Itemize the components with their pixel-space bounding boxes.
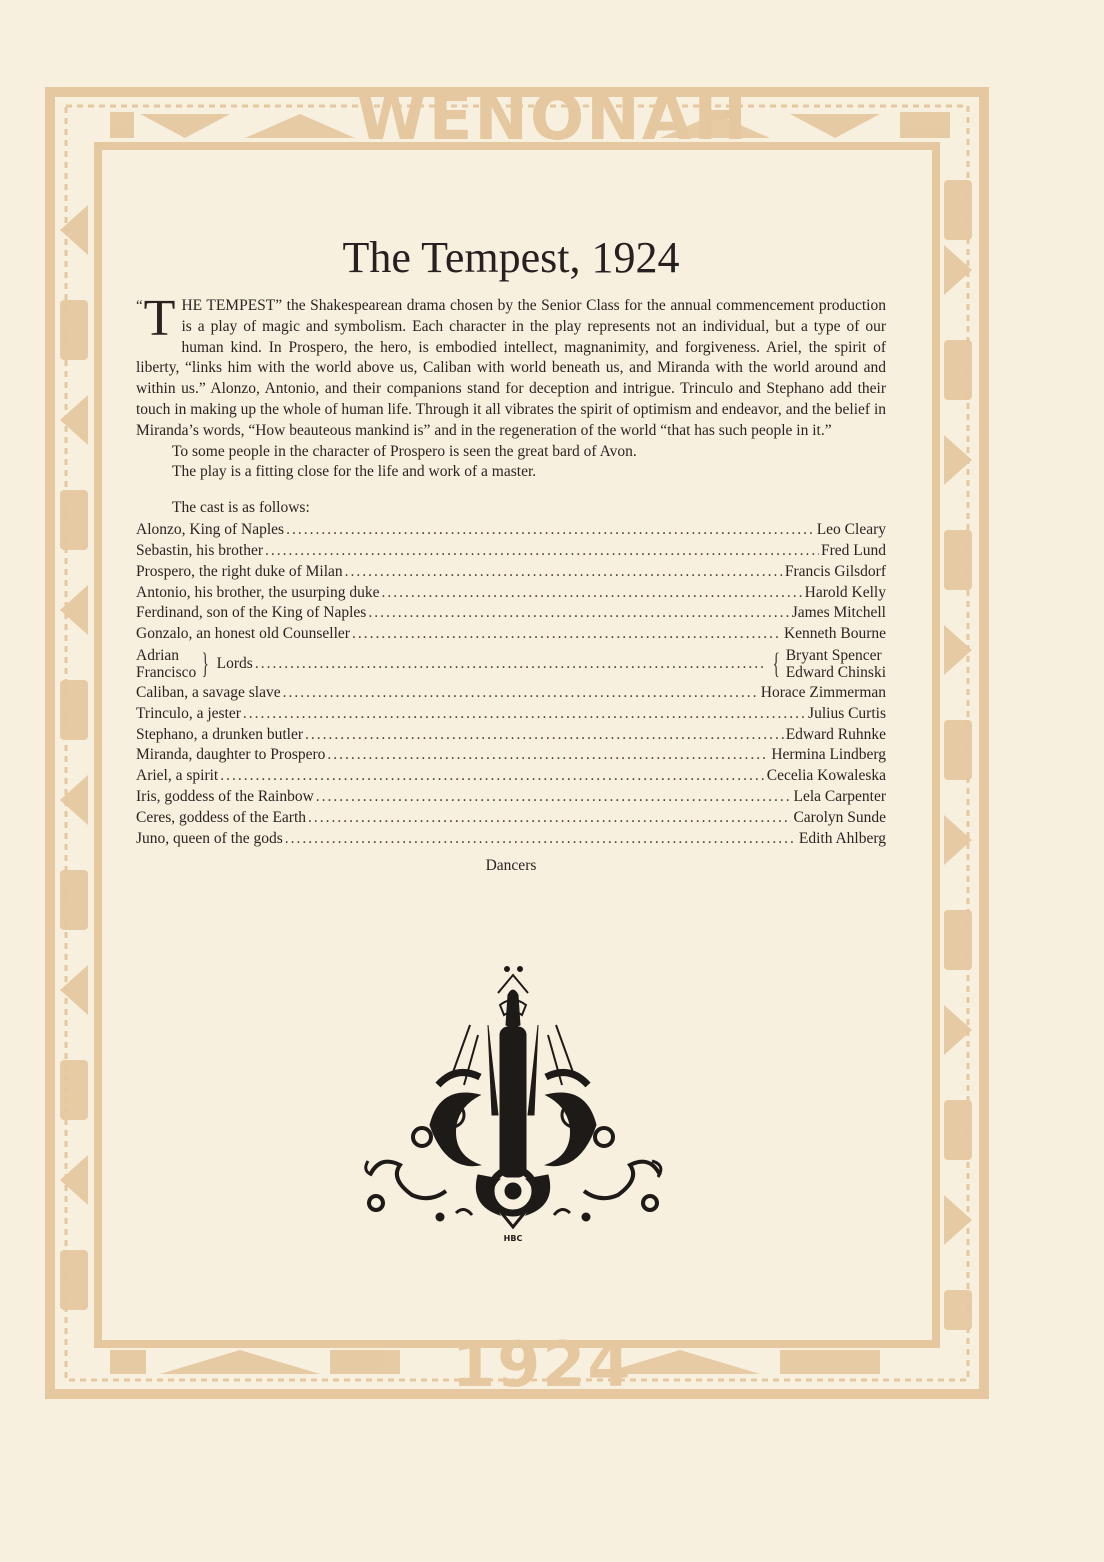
dot-leader bbox=[255, 655, 765, 672]
cast-role: Stephano, a drunken butler bbox=[136, 725, 304, 743]
cast-row bbox=[136, 829, 886, 850]
cast-row bbox=[136, 562, 886, 583]
cast-role: Iris, goddess of the Rainbow bbox=[136, 787, 314, 805]
lords-label: Lords bbox=[216, 655, 253, 673]
ornament-illustration bbox=[360, 965, 670, 1245]
cast-role: Ferdinand, son of the King of Naples bbox=[136, 604, 367, 622]
cast-actor: Hermina Lindberg bbox=[771, 746, 886, 764]
intro-paragraph-1: HE TEMPEST” the Shakespearean drama chosen by the Senior Class for the annual commencement production is a play of magic and symbolism. Each character in the play represents not an individual, but a type of our human kind. In Prospero, the hero, is embodied intellect, magnanimity, and forgiveness. Ariel, the spirit of liberty, “links him with the world above us, Caliban with world beneath us, and Miranda with the world around and within us.” Alonzo, Antonio, and their companions stand for deception and intrigue. Trinculo and Stephano add their touch in making up the whole of human life. Through it all vibrates the spirit of optimism and endeavor, and the belief in Miranda’s words, “How beauteous mankind is” and in the regeneration of the world “that has such people in it.” bbox=[136, 297, 886, 439]
dot-leader bbox=[305, 725, 784, 746]
intro-paragraph-2: To some people in the character of Prospero is seen the great bard of Avon. bbox=[172, 442, 637, 460]
cast-role: Alonzo, King of Naples bbox=[136, 521, 285, 539]
dot-leader bbox=[243, 704, 806, 725]
cast-actor: Kenneth Bourne bbox=[783, 625, 886, 643]
cast-role: Antonio, his brother, the usurping duke bbox=[136, 583, 380, 601]
border-year: 1924 bbox=[452, 1328, 633, 1401]
cast-role: Sebastin, his brother bbox=[136, 541, 263, 559]
drop-cap: T bbox=[143, 290, 176, 347]
cast-role: Adrian bbox=[136, 646, 180, 664]
cast-row bbox=[136, 624, 886, 645]
dot-leader bbox=[352, 624, 782, 645]
cast-actor: Edith Ahlberg bbox=[798, 829, 886, 847]
cast-actor: Harold Kelly bbox=[804, 583, 886, 601]
dancers-label: Dancers bbox=[485, 857, 537, 875]
cast-row bbox=[136, 766, 886, 787]
cast-role: Juno, queen of the gods bbox=[136, 829, 283, 847]
cast-actor: Lela Carpenter bbox=[793, 787, 886, 805]
dot-leader bbox=[308, 808, 791, 829]
dot-leader bbox=[286, 520, 815, 541]
cast-row-lords bbox=[136, 645, 886, 683]
cast-row bbox=[136, 745, 886, 766]
intro-paragraph-3: The play is a fitting close for the life and work of a master. bbox=[172, 463, 537, 481]
border-title-wenonah: WENONAH bbox=[356, 81, 749, 155]
cast-role: Francisco bbox=[136, 663, 197, 681]
cast-list bbox=[136, 520, 886, 849]
ornament-signature: HBC bbox=[503, 1234, 523, 1243]
cast-row bbox=[136, 520, 886, 541]
cast-role: Ceres, goddess of the Earth bbox=[136, 808, 307, 826]
dot-leader bbox=[345, 562, 783, 583]
cast-actor: Julius Curtis bbox=[808, 704, 886, 722]
cast-actor: Francis Gilsdorf bbox=[784, 562, 886, 580]
cast-actor: Horace Zimmerman bbox=[760, 683, 886, 701]
dot-leader bbox=[220, 766, 765, 787]
cast-actor: Leo Cleary bbox=[816, 521, 886, 539]
cast-role: Caliban, a savage slave bbox=[136, 683, 281, 701]
cast-row bbox=[136, 787, 886, 808]
cast-row bbox=[136, 704, 886, 725]
dot-leader bbox=[368, 603, 789, 624]
lords-roles bbox=[136, 647, 253, 681]
dot-leader bbox=[381, 583, 802, 604]
cast-role: Trinculo, a jester bbox=[136, 704, 241, 722]
lords-actors bbox=[767, 647, 886, 681]
cast-actor: Fred Lund bbox=[820, 541, 886, 559]
cast-role: Prospero, the right duke of Milan bbox=[136, 562, 343, 580]
cast-role: Ariel, a spirit bbox=[136, 767, 219, 785]
right-brace: } bbox=[201, 646, 210, 680]
cast-actor: Cecelia Kowaleska bbox=[766, 767, 886, 785]
page-title: The Tempest, 1924 bbox=[342, 233, 680, 282]
left-brace: { bbox=[772, 646, 781, 680]
cast-role: Gonzalo, an honest old Counseller bbox=[136, 625, 350, 643]
cast-actor: James Mitchell bbox=[791, 604, 886, 622]
cast-actor: Edward Ruhnke bbox=[785, 725, 886, 743]
dot-leader bbox=[265, 541, 819, 562]
cast-row bbox=[136, 603, 886, 624]
cast-intro: The cast is as follows: bbox=[172, 499, 310, 517]
dot-leader bbox=[285, 829, 797, 850]
dot-leader bbox=[283, 683, 759, 704]
cast-actor: Edward Chinski bbox=[785, 663, 886, 681]
cast-row bbox=[136, 683, 886, 704]
page-content bbox=[136, 228, 886, 877]
dot-leader bbox=[327, 745, 769, 766]
cast-row bbox=[136, 808, 886, 829]
cast-row bbox=[136, 541, 886, 562]
dot-leader bbox=[316, 787, 792, 808]
intro-text bbox=[136, 290, 886, 483]
cast-row bbox=[136, 583, 886, 604]
opening-quote: “ bbox=[136, 298, 143, 314]
cast-actor: Bryant Spencer bbox=[785, 646, 882, 664]
cast-role: Miranda, daughter to Prospero bbox=[136, 746, 326, 764]
cast-actor: Carolyn Sunde bbox=[793, 808, 886, 826]
cast-row bbox=[136, 725, 886, 746]
